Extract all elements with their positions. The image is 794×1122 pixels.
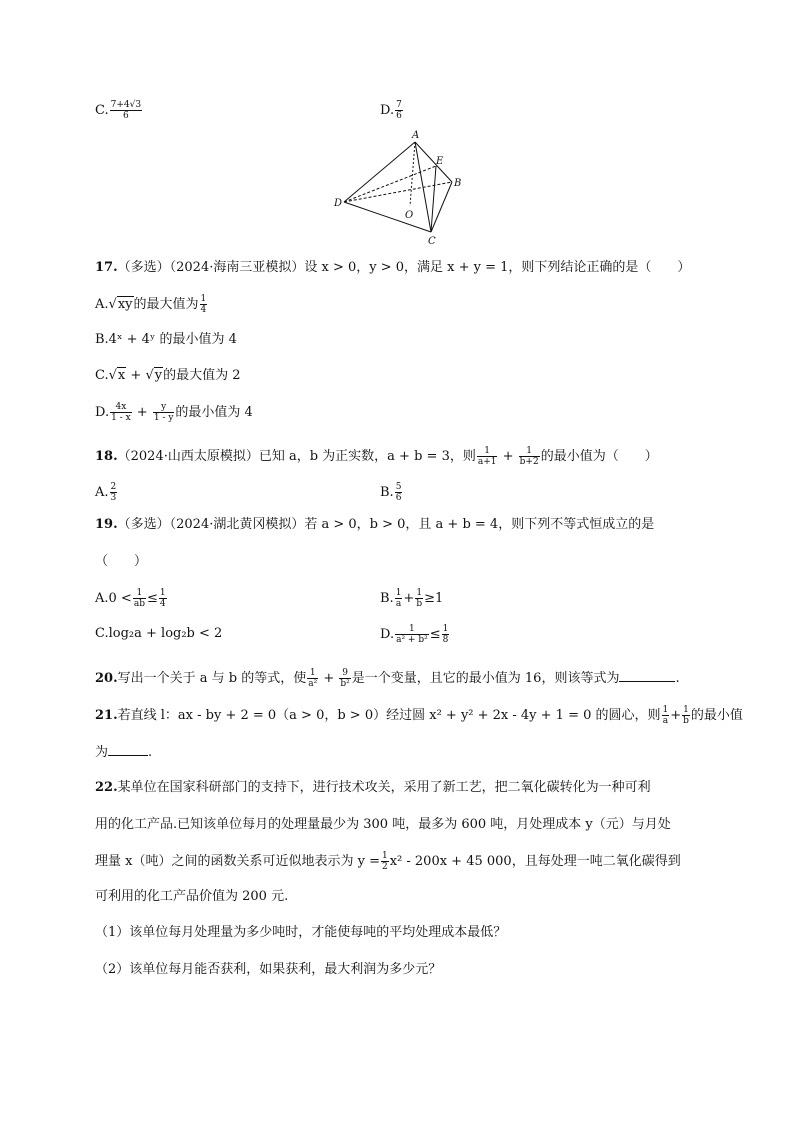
q19-option-a: A.0 < $\frac{1}{ab}$ ≤ $\frac{1}{4}$ [95, 588, 166, 609]
fraction: $\frac{7}{6}$ [396, 100, 402, 121]
edge-db [344, 182, 452, 202]
fraction: $\frac{y}{1 - y}$ [153, 402, 174, 423]
q17-stem: 17.（多选）（2024·海南三亚模拟）设 x > 0，y > 0，满足 x + y = 1，则下列结论正确的是（ ） [95, 260, 691, 275]
fraction: $\frac{1}{4}$ [200, 294, 207, 315]
answer-blank[interactable] [108, 743, 148, 756]
edge-dc [344, 202, 431, 232]
q22-line1: 22.某单位在国家科研部门的支持下，进行技术攻关，采用了新工艺，把二氧化碳转化为一种可利 [95, 780, 651, 795]
q17-option-a: A.√xy的最大值为 $\frac{1}{4}$ [95, 294, 207, 315]
vertex-label: B [454, 178, 462, 189]
q19-stem: 19.（多选）（2024·湖北黄冈模拟）若 a > 0，b > 0，且 a + b = 4，则下列不等式恒成立的是 [95, 517, 655, 532]
q19-option-c: C.log₂a + log₂b < 2 [95, 626, 223, 641]
fraction: $\frac{1}{a}$ [662, 705, 669, 726]
q17-option-d: D. $\frac{4x}{1 - x}$ + $\frac{y}{1 - y}$ 的最小值为 4 [95, 402, 253, 423]
sqrt: √xy [108, 297, 133, 312]
q22-line4: 可利用的化工产品价值为 200 元. [95, 889, 289, 904]
q21-line2: 为 . [95, 745, 153, 760]
fraction: $\frac{1}{b}$ [683, 705, 689, 726]
vertex-label: D [334, 198, 343, 209]
fraction: $\frac{1}{4}$ [159, 588, 166, 609]
q20-stem: 20.写出一个关于 a 与 b 的等式，使 $\frac{1}{\text{a²}}$ + $\frac{9}{\text{b²}}$ 是一个变量，且它的最小值为 16，则该等式为 . [95, 668, 680, 689]
answer-blank[interactable] [619, 669, 675, 682]
fraction: $\frac{1}{b+2}$ [519, 446, 539, 467]
q18-stem: 18.（2024·山西太原模拟）已知 a，b 为正实数，a + b = 3，则 $\frac{1}{a+1}$ + $\frac{1}{b+2}$ 的最小值为（ ） [95, 446, 658, 467]
vertex-label: C [428, 236, 436, 247]
fraction: $\frac{1}{b}$ [416, 588, 423, 609]
sqrt: √x [108, 368, 126, 383]
q19-option-d: D. $\frac{1}{\text{a² + b²}}$ ≤ $\frac{1}{8}$ [380, 624, 449, 645]
fraction: $\frac{1}{\text{a²}}$ [308, 668, 318, 689]
vertex-label: E [436, 156, 444, 167]
q22-sub1: （1）该单位每月处理量为多少吨时，才能使每吨的平均处理成本最低？ [95, 925, 507, 940]
fraction: $\frac{7+4√3}{6}$ [110, 100, 142, 121]
vertex-label: O [405, 210, 414, 221]
q22-line3: 理量 x（吨）之间的函数关系可近似地表示为 y = $\frac{1}{2}$ x² - 200x + 45 000，且每处理一吨二氧化碳得到 [95, 851, 681, 872]
vertex-label: A [412, 130, 420, 141]
fraction: $\frac{1}{a+1}$ [477, 446, 497, 467]
q16-option-d: D. $\frac{7}{6}$ [380, 100, 402, 121]
fraction: $\frac{1}{ab}$ [133, 588, 145, 609]
fraction: $\frac{1}{\text{a² + b²}}$ [396, 624, 428, 645]
sqrt: √y [145, 368, 163, 383]
q19-option-b: B. $\frac{1}{a}$ + $\frac{1}{b}$ ≥1 [380, 588, 444, 609]
edge-da [344, 142, 415, 202]
q17-option-b: B.4ˣ + 4ʸ 的最小值为 4 [95, 332, 237, 347]
fraction: $\frac{1}{a}$ [395, 588, 402, 609]
q17-option-c: C.√x + √y的最大值为 2 [95, 366, 241, 386]
q22-line2: 用的化工产品.已知该单位每月的处理量最少为 300 吨，最多为 600 吨，月处理成本 y（元）与月处 [95, 817, 671, 832]
fraction: $\frac{5}{6}$ [395, 482, 402, 503]
pyramid-figure [330, 128, 470, 248]
q22-sub2: （2）该单位每月能否获利，如果获利，最大利润为多少元？ [95, 962, 442, 977]
q18-option-b: B. $\frac{5}{6}$ [380, 482, 402, 503]
fraction: $\frac{9}{\text{b²}}$ [340, 668, 350, 689]
q21-stem: 21.若直线 l：ax - by + 2 = 0（a > 0，b > 0）经过圆 x² + y² + 2x - 4y + 1 = 0 的圆心，则 $\frac{1}{a}$ + $\frac{1}{b}$ 的最小值 [95, 705, 743, 726]
fraction: $\frac{1}{2}$ [381, 851, 388, 872]
q18-option-a: A. $\frac{2}{3}$ [95, 482, 117, 503]
fraction: $\frac{1}{8}$ [442, 624, 449, 645]
fraction: $\frac{2}{3}$ [110, 482, 117, 503]
q19-paren: （ ） [95, 554, 148, 569]
q16-option-c: C. $\frac{7+4√3}{6}$ [95, 100, 142, 121]
fraction: $\frac{4x}{1 - x}$ [111, 402, 131, 423]
